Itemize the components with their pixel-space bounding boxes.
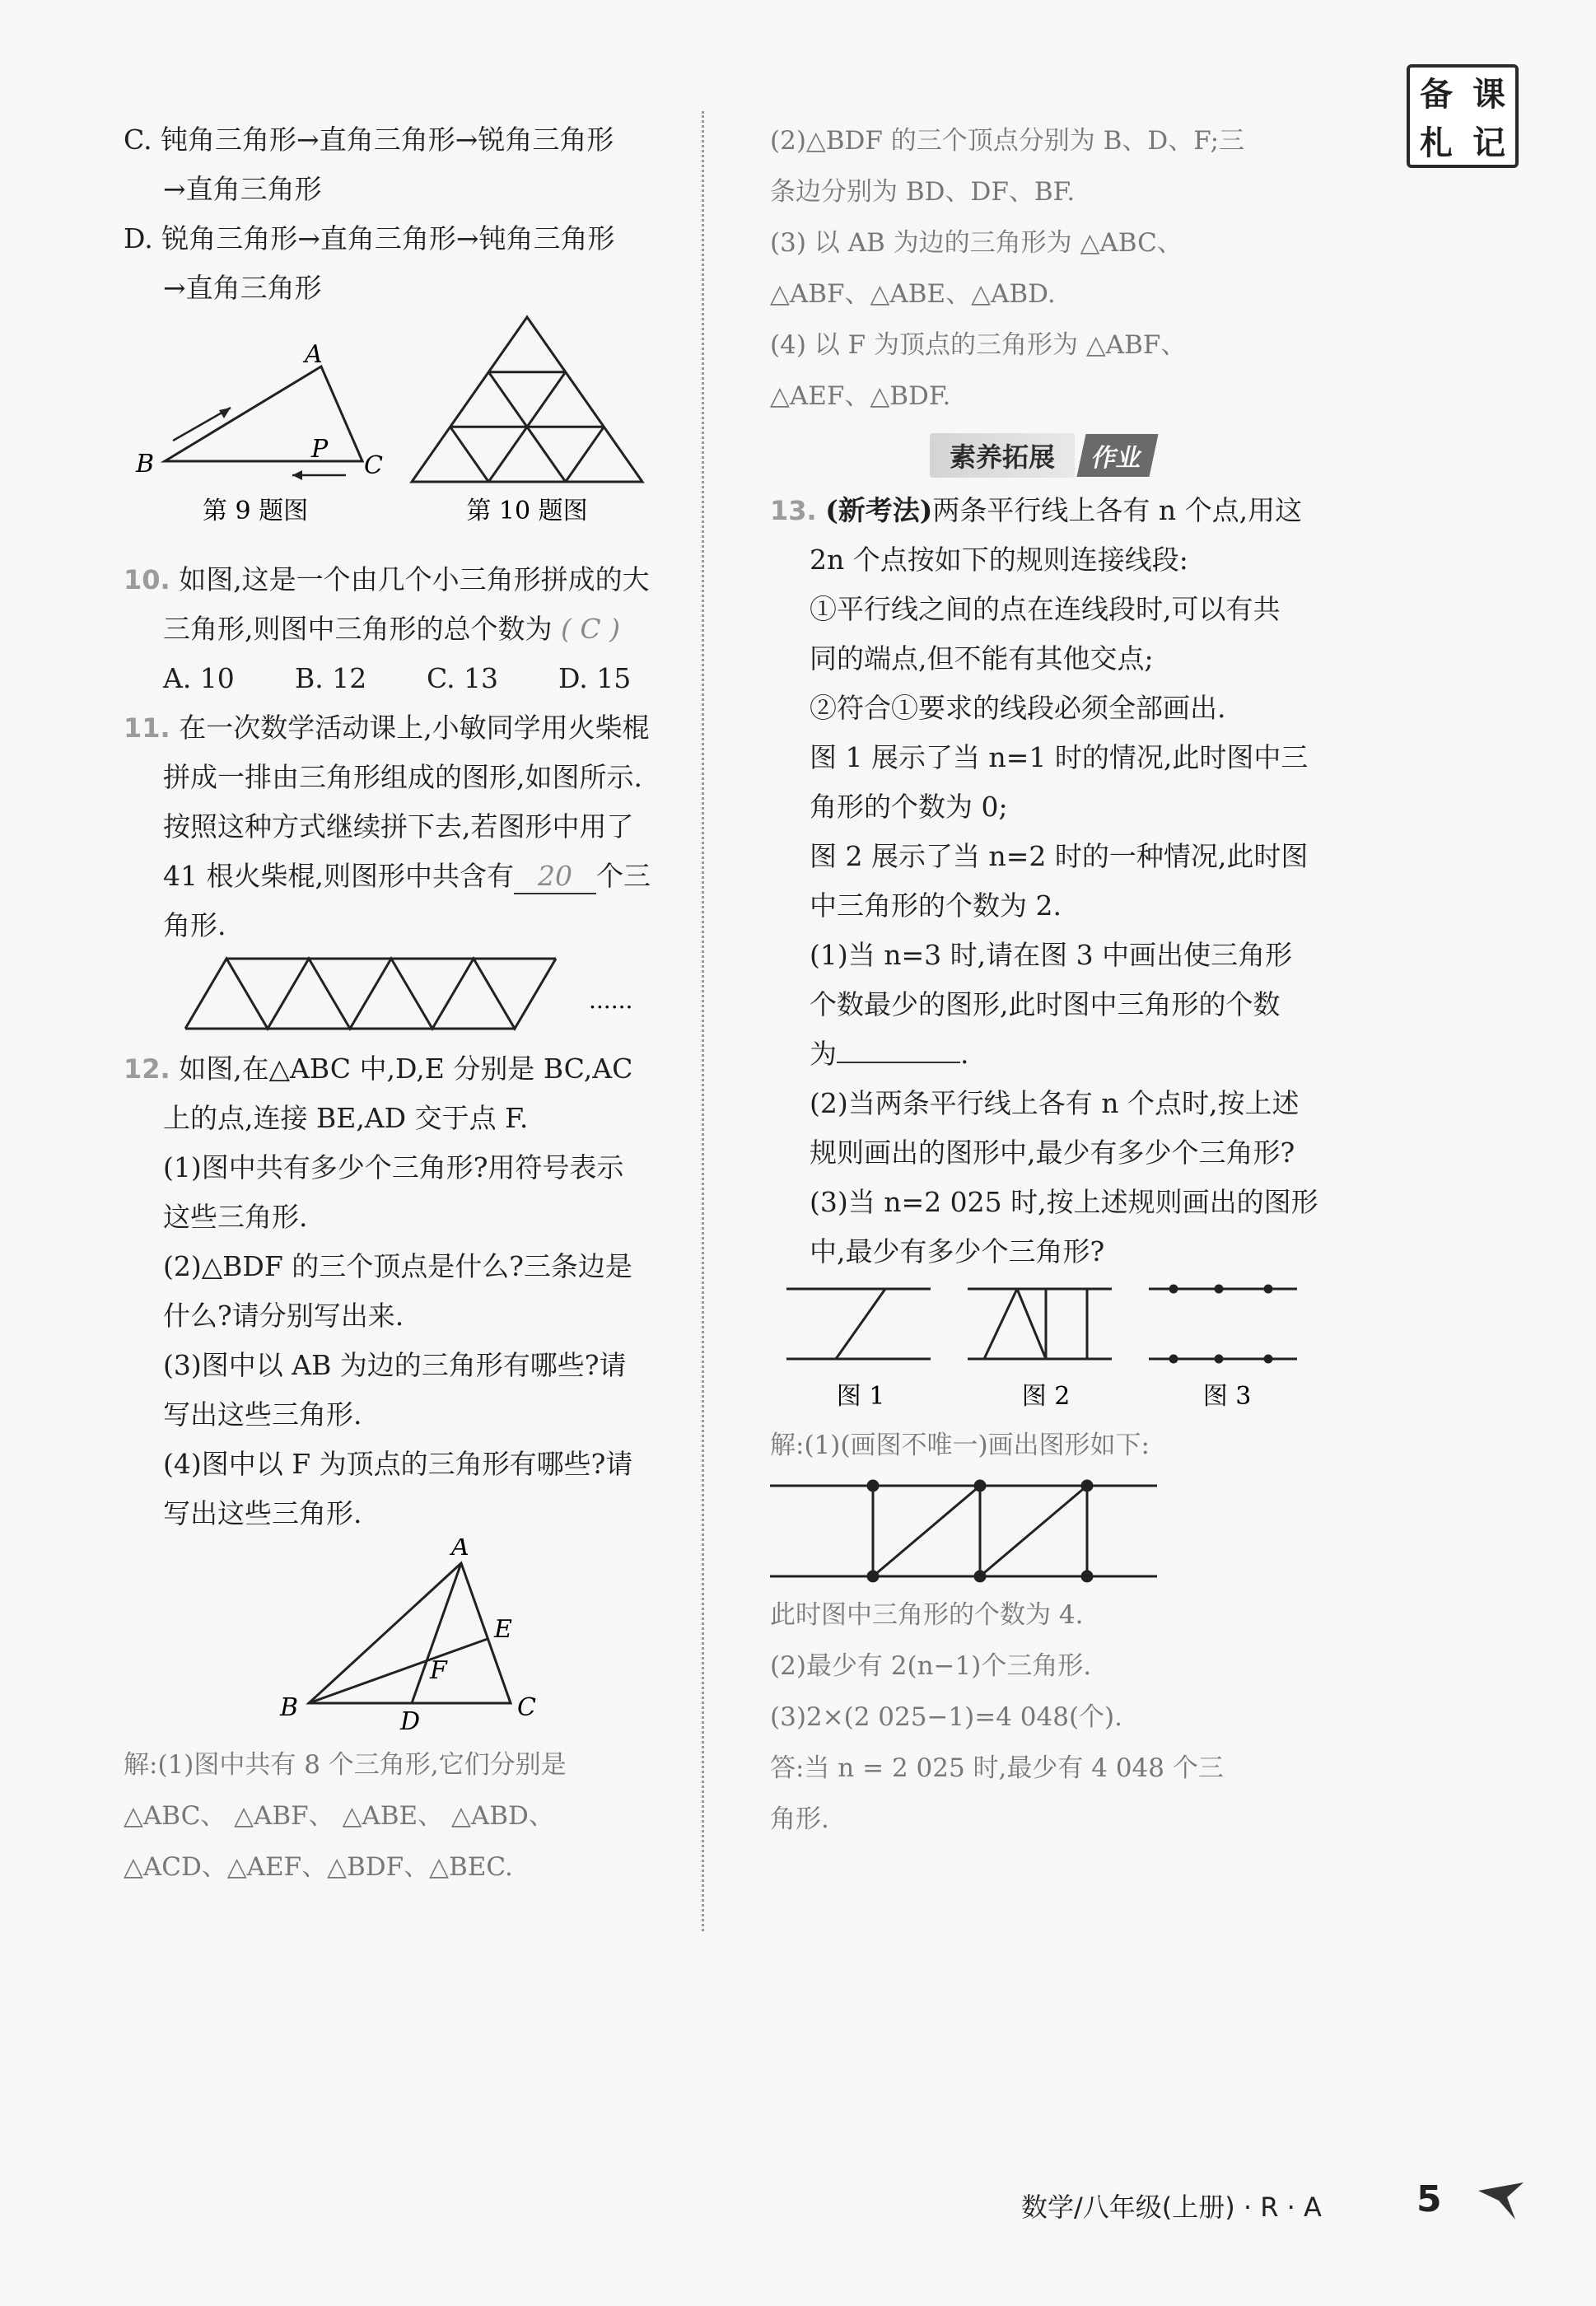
q10-answer: ( C ) <box>561 613 620 645</box>
q13-figure-2 <box>968 1289 1112 1359</box>
q12-solution-part2-line2: 条边分别为 BD、DF、BF. <box>770 177 1076 207</box>
fig9-arrowhead-icon <box>292 470 302 480</box>
q12-label-E: E <box>494 1615 512 1644</box>
sol-segment <box>980 1486 1087 1576</box>
stamp-char: 备 <box>1420 76 1453 114</box>
q13-text12b: . <box>960 1038 969 1070</box>
q10-number: 10. <box>124 564 170 595</box>
option-c-line1: C. 钝角三角形→直角三角形→锐角三角形 <box>124 124 614 156</box>
q13-line5: ②符合①要求的线段必须全部画出. <box>810 692 1226 724</box>
sol-segment <box>873 1486 980 1576</box>
q13-line16: 中,最少有多少个三角形? <box>810 1235 1105 1267</box>
section-header <box>770 433 1314 478</box>
q13-line4: 同的端点,但不能有其他交点; <box>810 642 1154 675</box>
q13-answer-blank <box>837 1062 960 1063</box>
q12-segment-be <box>309 1639 488 1703</box>
fig3-point <box>1265 1286 1272 1292</box>
q10-text2: 三角形,则图中三角形的总个数为 <box>163 613 553 645</box>
notes-stamp <box>1407 64 1519 168</box>
q13-solution-line1: 解:(1)(画图不唯一)画出图形如下: <box>770 1431 1150 1460</box>
q12-line3: (1)图中共有多少个三角形?用符号表示 <box>163 1151 624 1183</box>
option-d-line2: →直角三角形 <box>163 272 322 304</box>
q12-line5: (2)△BDF 的三个顶点是什么?三条边是 <box>163 1250 632 1282</box>
corner-arrow-icon <box>1474 2174 1532 2224</box>
sol-point <box>868 1571 878 1581</box>
q13-solution-figure <box>770 1471 1314 1586</box>
q12-label-F: F <box>430 1656 447 1685</box>
q13-figure-3 <box>1149 1286 1297 1362</box>
fig3-point <box>1265 1356 1272 1362</box>
q13-tag: (新考法) <box>825 494 933 526</box>
q11-text4: 41 根火柴棍,则图形中共含有 <box>163 860 514 892</box>
q13-solution-line5: 答:当 n = 2 025 时,最少有 4 048 个三 <box>770 1753 1224 1783</box>
q12-label-A: A <box>451 1538 469 1561</box>
section-tag: 作业 <box>1076 434 1158 477</box>
sol-point <box>975 1481 985 1491</box>
fig3-point <box>1170 1356 1177 1362</box>
sol-point <box>868 1481 878 1491</box>
q13-line10: (1)当 n=3 时,请在图 3 中画出使三角形 <box>810 939 1293 971</box>
q11-number: 11. <box>124 712 170 744</box>
stamp-char: 课 <box>1472 76 1505 114</box>
q13-solution-line3: (2)最少有 2(n−1)个三角形. <box>770 1651 1092 1681</box>
q13-line9: 中三角形的个数为 2. <box>810 889 1062 922</box>
q12-line6: 什么?请分别写出来. <box>163 1300 404 1332</box>
q10-option-d: D. 15 <box>558 662 632 694</box>
fig3-point <box>1216 1286 1222 1292</box>
right-column <box>770 115 1318 1845</box>
figure-10 <box>412 317 642 482</box>
q12-number: 12. <box>124 1053 170 1085</box>
q13-line8: 图 2 展示了当 n=2 时的一种情况,此时图 <box>810 840 1309 872</box>
q12-triangle-abc <box>309 1563 511 1703</box>
q13-text12: 为 <box>810 1038 837 1070</box>
q13-line12 <box>770 1029 1314 1079</box>
q11-line5: 角形. <box>163 909 226 941</box>
q12-label-B: B <box>280 1693 299 1722</box>
option-c-line2: →直角三角形 <box>163 173 322 205</box>
figure-9 <box>135 340 383 525</box>
fig3-point <box>1216 1356 1222 1362</box>
q12-solution-part2-line1: (2)△BDF 的三个顶点分别为 B、D、F;三 <box>770 126 1245 156</box>
q12-solution-line2: △ABC、 △ABF、 △ABE、 △ABD、 <box>124 1801 554 1831</box>
q13-fig3-caption: 图 3 <box>1202 1382 1252 1411</box>
column-divider <box>702 111 704 1931</box>
q13-fig2-caption: 图 2 <box>1021 1382 1071 1411</box>
q12-line2: 上的点,连接 BE,AD 交于点 F. <box>163 1102 529 1134</box>
q12-label-C: C <box>517 1693 536 1722</box>
sol-point <box>1082 1571 1092 1581</box>
fig10-caption: 第 10 题图 <box>466 497 588 525</box>
q13-line15: (3)当 n=2 025 时,按上述规则画出的图形 <box>810 1186 1318 1218</box>
fig9-label-P: P <box>311 435 329 464</box>
q11-text1: 在一次数学活动课上,小敏同学用火柴棍 <box>179 712 650 744</box>
sol-point <box>1082 1481 1092 1491</box>
q12-solution-line1: 解:(1)图中共有 8 个三角形,它们分别是 <box>124 1750 567 1780</box>
fig2-segment <box>984 1289 1017 1359</box>
fig9-label-C: C <box>364 451 383 480</box>
q10-text1: 如图,这是一个由几个小三角形拼成的大 <box>179 563 650 595</box>
q12-line9: (4)图中以 F 为顶点的三角形有哪些?请 <box>163 1448 633 1480</box>
q11-zigzag <box>185 959 556 1029</box>
q13-solution-line2: 此时图中三角形的个数为 4. <box>770 1600 1084 1630</box>
fig9-caption: 第 9 题图 <box>202 497 309 525</box>
q12-line10: 写出这些三角形. <box>163 1497 362 1529</box>
fig10-line <box>566 427 604 482</box>
fig1-segment <box>836 1289 885 1359</box>
q13-solution-line4: (3)2×(2 025−1)=4 048(个). <box>770 1702 1123 1732</box>
q12-solution-part4-line2: △AEF、△BDF. <box>770 381 951 411</box>
fig9-label-B: B <box>136 450 155 478</box>
q13-line14: 规则画出的图形中,最少有多少个三角形? <box>810 1137 1295 1169</box>
q10-option-a: A. 10 <box>163 662 235 694</box>
q13-line11: 个数最少的图形,此时图中三角形的个数 <box>810 988 1281 1020</box>
q10-option-b: B. 12 <box>295 662 367 694</box>
q13-line6: 图 1 展示了当 n=1 时的情况,此时图中三 <box>810 741 1309 773</box>
q10-options <box>124 654 684 703</box>
q12-line1 <box>124 1044 684 1094</box>
q12-line8: 写出这些三角形. <box>163 1398 362 1431</box>
footer-book-title: 数学/八年级(上册) · R · A <box>1021 2192 1322 2223</box>
q10-line1 <box>124 555 684 605</box>
q12-line4: 这些三角形. <box>163 1201 308 1233</box>
q11-ellipsis: ...... <box>589 987 633 1014</box>
q13-fig1-caption: 图 1 <box>836 1382 885 1411</box>
sol-point <box>975 1571 985 1581</box>
fig2-segment <box>1017 1289 1046 1359</box>
fig10-line <box>450 427 489 482</box>
q13-line3: ①平行线之间的点在连线段时,可以有共 <box>810 593 1281 625</box>
fig9-label-A: A <box>305 340 323 369</box>
q11-matchstick-figure <box>124 950 684 1041</box>
fig10-outer-triangle <box>412 317 642 482</box>
q13-solution-line6: 角形. <box>770 1804 829 1834</box>
section-title: 素养拓展 <box>930 433 1075 478</box>
q13-figure-1 <box>786 1289 931 1359</box>
q12-label-D: D <box>400 1707 421 1736</box>
q13-line1 <box>770 486 1314 535</box>
q11-line2: 拼成一排由三角形组成的图形,如图所示. <box>163 761 642 793</box>
q10-line2 <box>124 605 684 654</box>
left-column <box>124 115 684 1893</box>
fig9-arrowhead-icon <box>219 408 231 418</box>
q12-text1: 如图,在△ABC 中,D,E 分别是 BC,AC <box>179 1053 633 1085</box>
q12-solution-line3: △ACD、△AEF、△BDF、△BEC. <box>124 1852 513 1882</box>
option-d-line1: D. 锐角三角形→直角三角形→钝角三角形 <box>124 222 615 254</box>
q11-text4b: 个三 <box>595 860 651 892</box>
q12-triangle-figure <box>124 1538 684 1736</box>
q12-solution-part3-line2: △ABF、△ABE、△ABD. <box>770 279 1056 309</box>
q13-figures <box>770 1277 1314 1417</box>
page-number: 5 <box>1416 2178 1442 2220</box>
q11-line3: 按照这种方式继续拼下去,若图形中用了 <box>163 810 634 843</box>
q11-answer-blank: 20 <box>514 860 596 894</box>
q13-text1: 两条平行线上各有 n 个点,用这 <box>932 494 1303 526</box>
q10-option-c: C. 13 <box>427 662 499 694</box>
q13-number: 13. <box>770 495 817 526</box>
q12-solution-part4-line1: (4) 以 F 为顶点的三角形为 △ABF、 <box>770 330 1187 360</box>
q13-line13: (2)当两条平行线上各有 n 个点时,按上述 <box>810 1087 1300 1119</box>
q13-line7: 角形的个数为 0; <box>810 791 1008 823</box>
figures-9-10 <box>124 313 684 552</box>
stamp-char: 记 <box>1472 124 1505 162</box>
q11-line1 <box>124 703 684 753</box>
q11-line4 <box>124 852 684 901</box>
fig3-point <box>1170 1286 1177 1292</box>
q13-line2: 2n 个点按如下的规则连接线段: <box>810 544 1188 576</box>
stamp-char: 札 <box>1420 124 1453 162</box>
q12-line7: (3)图中以 AB 为边的三角形有哪些?请 <box>163 1349 627 1381</box>
q12-solution-part3-line1: (3) 以 AB 为边的三角形为 △ABC、 <box>770 228 1183 258</box>
fig9-triangle <box>165 366 362 461</box>
